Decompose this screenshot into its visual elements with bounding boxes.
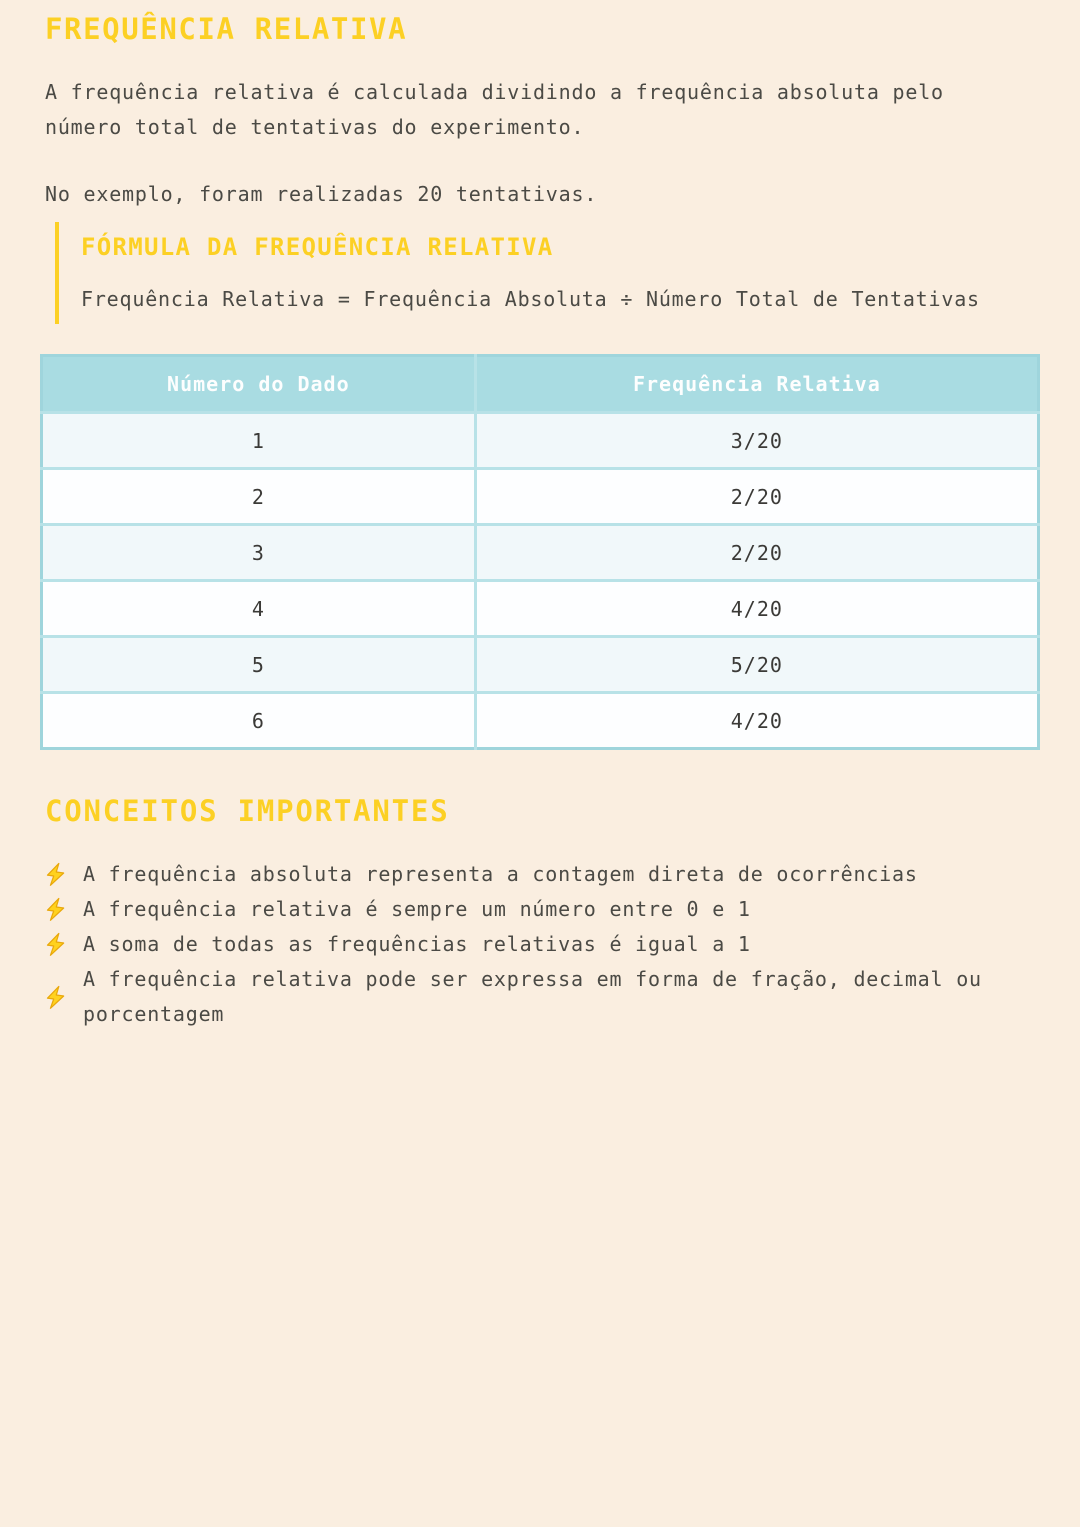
table-row: [42, 581, 1039, 637]
list-item-text: A soma de todas as frequências relativas é igual a 1: [83, 932, 751, 956]
list-item-text: A frequência relativa é sempre um número entre 0 e 1: [83, 897, 751, 921]
concepts-list: [45, 857, 1040, 1032]
formula-title: FÓRMULA DA FREQUÊNCIA RELATIVA: [81, 233, 554, 261]
formula-callout: [55, 222, 1040, 324]
table-cell-frequency: 2/20: [475, 525, 1038, 581]
list-item: [45, 927, 1040, 962]
lightning-bolt-icon: [45, 984, 66, 1011]
lightning-bolt-icon: [45, 896, 66, 923]
table-cell-frequency: 5/20: [475, 637, 1038, 693]
table-cell-frequency: 3/20: [475, 413, 1038, 469]
table-cell-number: 3: [42, 525, 476, 581]
table-cell-frequency: 2/20: [475, 469, 1038, 525]
table-cell-number: 1: [42, 413, 476, 469]
list-item: [45, 857, 1040, 892]
frequency-table: [40, 354, 1040, 750]
list-item: [45, 892, 1040, 927]
table-cell-frequency: 4/20: [475, 581, 1038, 637]
list-item-text: A frequência relativa pode ser expressa em forma de fração, decimal ou porcentagem: [83, 967, 982, 1026]
table-row: [42, 413, 1039, 469]
lightning-bolt-icon: [45, 931, 66, 958]
list-item-text: A frequência absoluta representa a contagem direta de ocorrências: [83, 862, 918, 886]
table-header-cell-number: Número do Dado: [42, 356, 476, 413]
formula-text: Frequência Relativa = Frequência Absoluta ÷ Número Total de Tentativas: [81, 287, 980, 311]
table-row: [42, 693, 1039, 749]
lightning-bolt-icon: [45, 861, 66, 888]
page-title: FREQUÊNCIA RELATIVA: [45, 12, 408, 46]
list-item: [45, 962, 1040, 1032]
table-cell-number: 2: [42, 469, 476, 525]
table-row: [42, 637, 1039, 693]
intro-paragraph: A frequência relativa é calculada dividindo a frequência absoluta pelo número total de tentativas do experimento.: [45, 80, 944, 139]
table-cell-number: 4: [42, 581, 476, 637]
example-note: No exemplo, foram realizadas 20 tentativas.: [45, 182, 598, 206]
table-cell-number: 6: [42, 693, 476, 749]
table-header-cell-frequency: Frequência Relativa: [475, 356, 1038, 413]
table-header-row: [42, 356, 1039, 413]
table-cell-frequency: 4/20: [475, 693, 1038, 749]
concepts-title: CONCEITOS IMPORTANTES: [45, 794, 450, 828]
table-header: [42, 356, 1039, 413]
table-row: [42, 469, 1039, 525]
table-cell-number: 5: [42, 637, 476, 693]
table-row: [42, 525, 1039, 581]
table-body: [42, 413, 1039, 749]
